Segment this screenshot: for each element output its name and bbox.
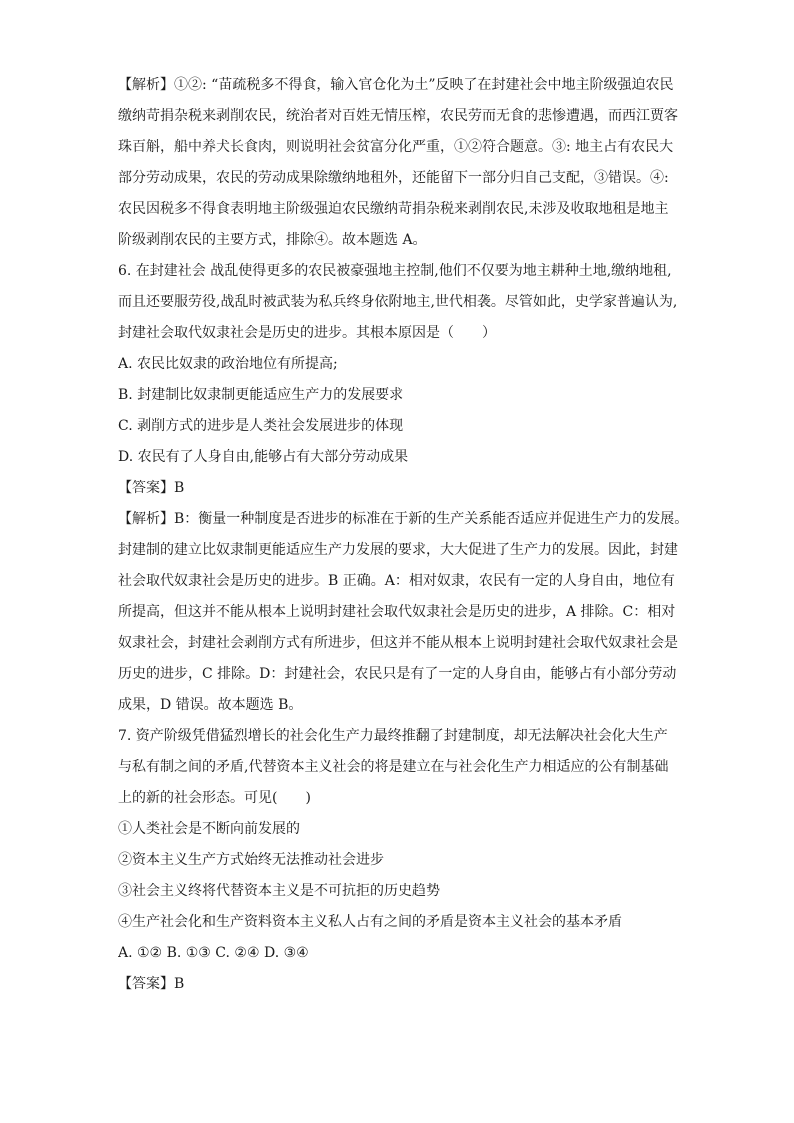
analysis-paragraph-line: 阶级剥削农民的主要方式，排除④。故本题选 A。 xyxy=(118,232,427,248)
question-7-statement-3: ③社会主义终将代替资本主义是不可抗拒的历史趋势 xyxy=(118,883,440,899)
analysis-paragraph-line: 【解析】①②: “苗疏税多不得食，输入官仓化为土”反映了在封建社会中地主阶级强迫农民 xyxy=(118,77,674,93)
analysis-paragraph-line: 农民因税多不得食表明地主阶级强迫农民缴纳苛捐杂税来剥削农民,未涉及收取地租是地主 xyxy=(118,201,669,217)
analysis-paragraph-line: 部分劳动成果，农民的劳动成果除缴纳地租外，还能留下一部分归自己支配，③错误。④: xyxy=(118,170,669,186)
question-6-analysis-line: 成果，D 错误。故本题选 B。 xyxy=(118,697,303,713)
question-6-analysis-line: 所提高，但这并不能从根本上说明封建社会取代奴隶社会是历史的进步，A 排除。C：相对 xyxy=(118,604,676,620)
question-7-answer: 【答案】B xyxy=(118,976,185,992)
question-7-stem-line: 上的新的社会形态。可见( ) xyxy=(118,790,311,806)
question-7-options: A. ①② B. ①③ C. ②④ D. ③④ xyxy=(118,945,309,961)
question-6-analysis-line: 奴隶社会，封建社会剥削方式有所进步，但这并不能从根本上说明封建社会取代奴隶社会是 xyxy=(118,635,678,651)
analysis-paragraph-line: 珠百斛，船中养犬长食肉，则说明社会贫富分化严重，①②符合题意。③: 地主占有农民大 xyxy=(118,139,674,155)
question-6-option-c: C. 剥削方式的进步是人类社会发展进步的体现 xyxy=(118,418,404,434)
question-6-stem-line: 封建社会取代奴隶社会是历史的进步。其根本原因是（ ） xyxy=(118,325,496,341)
analysis-paragraph-line: 缴纳苛捐杂税来剥削农民，统治者对百姓无情压榨，农民劳而无食的悲惨遭遇，而西江贾客 xyxy=(118,108,678,124)
question-6-analysis-line: 【解析】B：衡量一种制度是否进步的标准在于新的生产关系能否适应并促进生产力的发展。 xyxy=(118,511,688,527)
question-7-statement-2: ②资本主义生产方式始终无法推动社会进步 xyxy=(118,852,384,868)
question-6-answer: 【答案】B xyxy=(118,480,185,496)
question-7-statement-4: ④生产社会化和生产资料资本主义私人占有之间的矛盾是资本主义社会的基本矛盾 xyxy=(118,914,622,930)
question-7-statement-1: ①人类社会是不断向前发展的 xyxy=(118,821,300,837)
question-6-analysis-line: 封建制的建立比奴隶制更能适应生产力发展的要求，大大促进了生产力的发展。因此，封建 xyxy=(118,542,678,558)
question-6-option-a: A. 农民比奴隶的政治地位有所提高; xyxy=(118,356,338,372)
question-6-stem-line: 而且还要服劳役,战乱时被武装为私兵终身依附地主,世代相袭。尽管如此，史学家普遍认为, xyxy=(118,294,678,310)
question-6-option-b: B. 封建制比奴隶制更能适应生产力的发展要求 xyxy=(118,387,404,403)
question-6-analysis-line: 历史的进步，C 排除。D：封建社会，农民只是有了一定的人身自由，能够占有小部分劳动 xyxy=(118,666,677,682)
question-6-stem-line: 6. 在封建社会 战乱使得更多的农民被豪强地主控制,他们不仅要为地主耕种土地,缴纳地租, xyxy=(118,263,672,279)
question-7-stem-line: 7. 资产阶级凭借猛烈增长的社会化生产力最终推翻了封建制度，却无法解决社会化大生产 xyxy=(118,728,668,744)
question-6-option-d: D. 农民有了人身自由,能够占有大部分劳动成果 xyxy=(118,449,409,465)
question-7-stem-line: 与私有制之间的矛盾,代替资本主义社会的将是建立在与社会化生产力相适应的公有制基础 xyxy=(118,759,669,775)
question-6-analysis-line: 社会取代奴隶社会是历史的进步。B 正确。A：相对奴隶，农民有一定的人身自由，地位有 xyxy=(118,573,675,589)
